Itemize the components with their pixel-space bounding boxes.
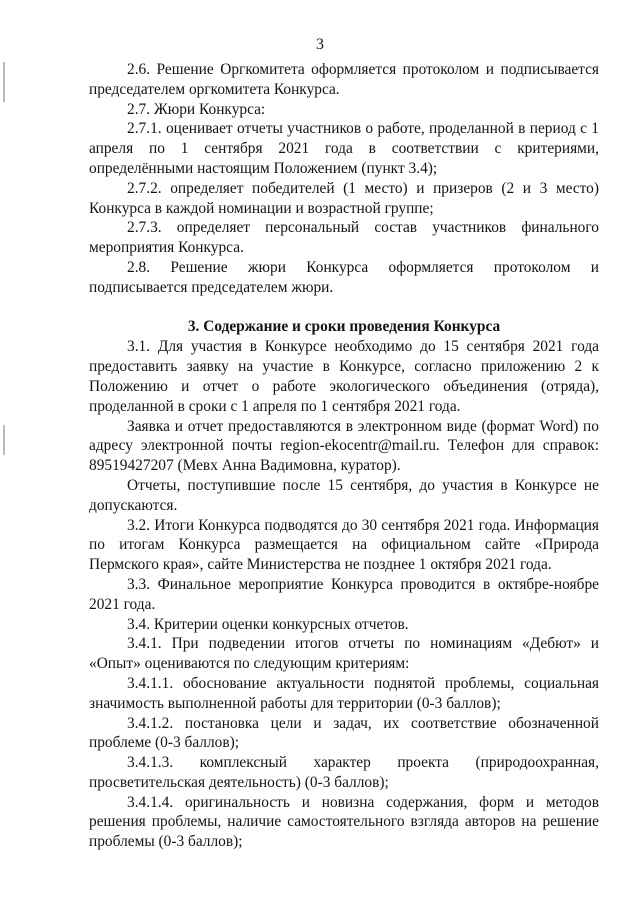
paragraph-3-4-1-2: 3.4.1.2. постановка цели и задач, их соответствие обозначенной проблеме (0-3 баллов); [89, 714, 599, 752]
paragraph-2-8: 2.8. Решение жюри Конкурса оформляется протоколом и подписывается председателем жюри. [89, 258, 599, 296]
paragraph-3-4-1-4: 3.4.1.4. оригинальность и новизна содержания, форм и методов решения проблемы, наличие самостоятельного взгляда авторов на решение проблемы (0-3 баллов); [89, 793, 599, 851]
paragraph-application-format: Заявка и отчет предоставляются в электронном виде (формат Word) по адресу электронной почты region-ekocentr@mail.ru. Телефон для справок: 89519427207 (Мевх Анна Вадимовна, куратор). [89, 417, 599, 475]
paragraph-late-reports: Отчеты, поступившие после 15 сентября, до участия в Конкурсе не допускаются. [89, 476, 599, 514]
paragraph-3-3: 3.3. Финальное мероприятие Конкурса проводится в октябре-ноябре 2021 года. [89, 575, 599, 613]
paragraph-3-4-1: 3.4.1. При подведении итогов отчеты по номинациям «Дебют» и «Опыт» оцениваются по следующим критериям: [89, 635, 599, 673]
paragraph-2-7-1: 2.7.1. оценивает отчеты участников о работе, проделанной в период с 1 апреля по 1 сентября 2021 года в соответствии с критериями, определёнными настоящим Положением (пункт 3.4); [89, 120, 599, 177]
page-number: 3 [316, 36, 324, 53]
section-heading: 3. Содержание и сроки проведения Конкурса [187, 317, 501, 335]
document-body [89, 60, 599, 852]
paragraph-3-2: 3.2. Итоги Конкурса подводятся до 30 сентября 2021 года. Информация по итогам Конкурса размещается на официальном сайте «Природа Пермского края», сайте Министерства не позднее 1 октября 2021 года. [89, 516, 599, 574]
paragraph-3-4: 3.4. Критерии оценки конкурсных отчетов. [127, 615, 409, 633]
paragraph-2-7: 2.7. Жюри Конкурса: [127, 100, 266, 118]
paragraph-3-4-1-1: 3.4.1.1. обоснование актуальности поднятой проблемы, социальная значимость выполненной работы для территории (0-3 баллов); [89, 674, 599, 712]
paragraph-2-7-3: 2.7.3. определяет персональный состав участников финального мероприятия Конкурса. [89, 219, 599, 257]
scan-edge-mark [3, 425, 5, 455]
paragraph-3-1: 3.1. Для участия в Конкурсе необходимо до 15 сентября 2021 года предоставить заявку на участие в Конкурсе, согласно приложению 2 к Положению и отчет о работе экологического объединения (отряда), проделанной в сроки с 1 апреля по 1 сентября 2021 года. [89, 338, 599, 415]
scan-edge-mark [3, 62, 5, 102]
paragraph-3-4-1-3: 3.4.1.3. комплексный характер проекта (природоохранная, просветительская деятельность) (0-3 баллов); [89, 754, 599, 791]
paragraph-2-6: 2.6. Решение Оргкомитета оформляется протоколом и подписывается председателем оргкомитета Конкурса. [89, 61, 599, 98]
paragraph-2-7-2: 2.7.2. определяет победителей (1 место) и призеров (2 и 3 место) Конкурса в каждой номинации и возрастной группе; [89, 179, 599, 217]
